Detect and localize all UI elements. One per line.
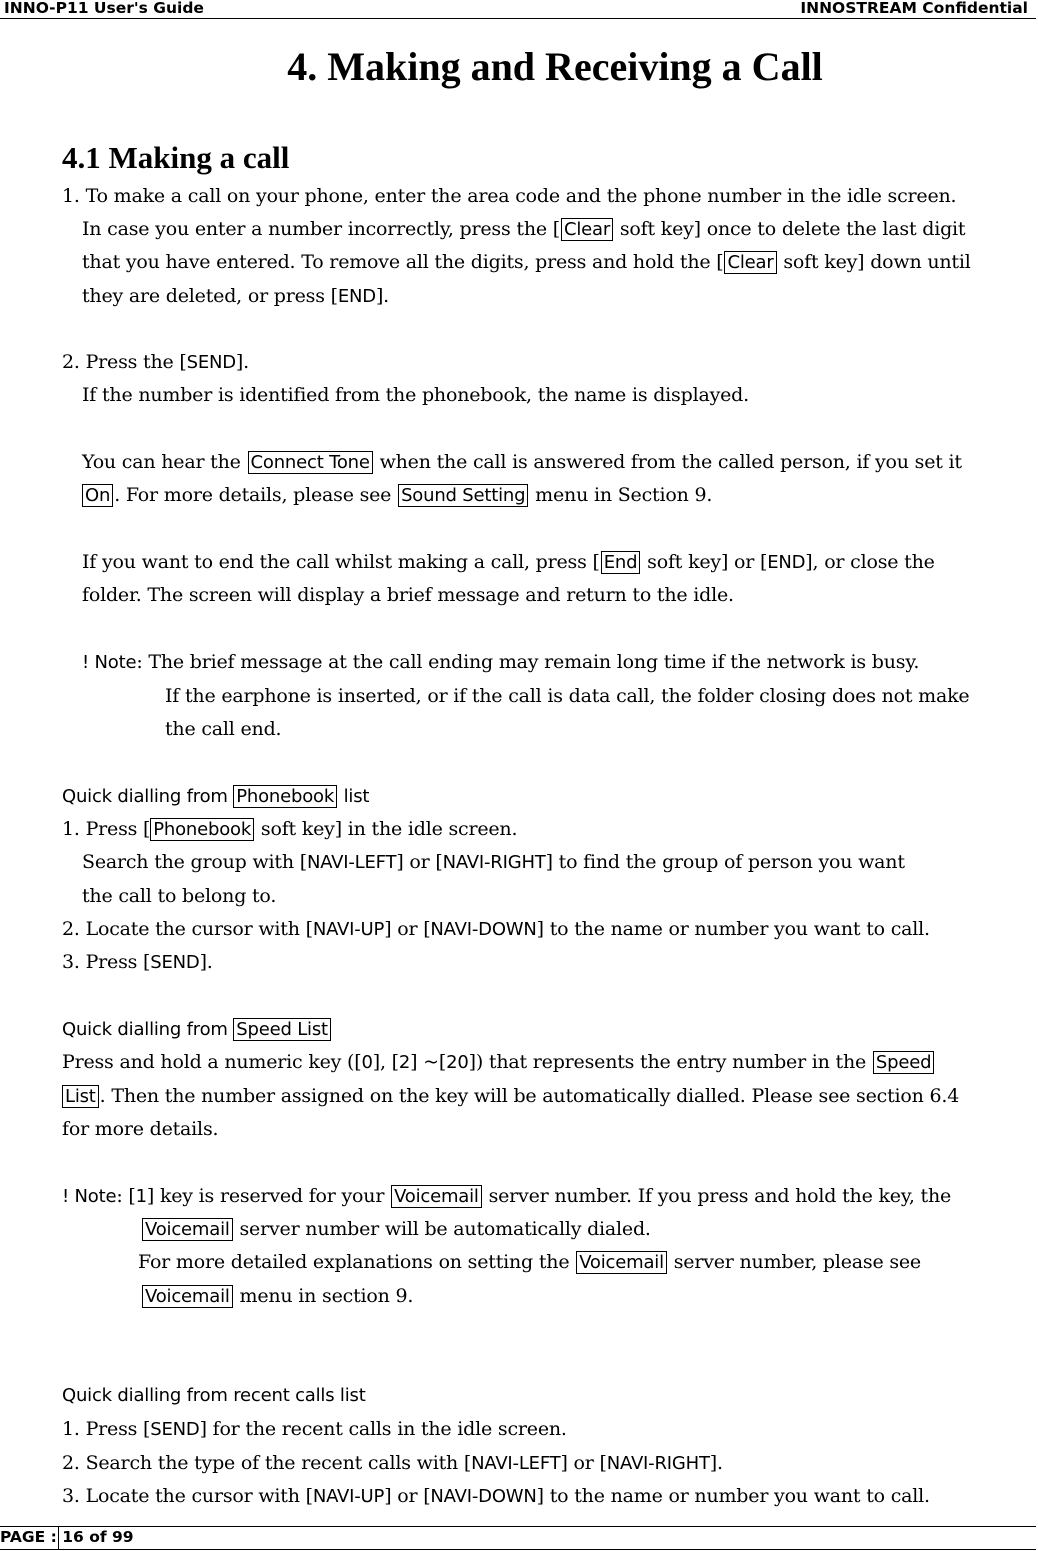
clear-softkey-ref: Clear	[724, 251, 776, 274]
phonebook-step1-line3: the call to belong to.	[82, 885, 277, 907]
step1-line2: In case you enter a number incorrectly, press the [ Clear soft key] once to delete the last digit	[82, 218, 966, 240]
note2-line1: ! Note: [1] key is reserved for your Voicemail server number. If you press and hold the key, the	[62, 1185, 952, 1207]
speed-list-ref: Speed	[873, 1051, 934, 1074]
voicemail-ref: Voicemail	[142, 1218, 233, 1241]
step1-line3: that you have entered. To remove all the digits, press and hold the [ Clear soft key] down until	[82, 251, 971, 273]
footer-divider	[58, 1527, 59, 1549]
phonebook-heading: Quick dialling from Phonebook list	[62, 786, 370, 807]
connect-tone-ref: Connect Tone	[248, 451, 373, 474]
step1-line1: 1. To make a call on your phone, enter the area code and the phone number in the idle screen.	[62, 185, 957, 207]
step2-line1: 2. Press the [SEND].	[62, 351, 249, 373]
speedlist-line2: List . Then the number assigned on the key will be automatically dialled. Please see section 6.4	[62, 1084, 959, 1109]
recent-calls-heading: Quick dialling from recent calls list	[62, 1385, 366, 1406]
speedlist-heading: Quick dialling from Speed List	[62, 1017, 332, 1042]
chapter-title: 4. Making and Receiving a Call	[287, 44, 823, 89]
speedlist-line1: Press and hold a numeric key ([0], [2] ~[20]) that represents the entry number in the Speed	[62, 1050, 935, 1075]
page-number: PAGE : 16 of 99	[0, 1528, 134, 1546]
note1-line3: the call end.	[165, 718, 282, 740]
step2-line3: You can hear the Connect Tone when the call is answered from the called person, if you set it	[82, 451, 962, 473]
step2-line6: folder. The screen will display a brief message and return to the idle.	[82, 584, 734, 606]
note1-line2: If the earphone is inserted, or if the call is data call, the folder closing does not make	[165, 685, 970, 707]
sound-setting-ref: Sound Setting	[398, 484, 528, 507]
clear-softkey-ref: Clear	[561, 218, 613, 241]
note2-line4: Voicemail menu in section 9.	[142, 1284, 413, 1309]
header-confidential: INNOSTREAM Confidential	[800, 0, 1028, 17]
recent-step3: 3. Locate the cursor with [NAVI-UP] or [NAVI-DOWN] to the name or number you want to call.	[62, 1485, 930, 1507]
page-footer	[0, 1526, 1036, 1550]
step2-line5: If you want to end the call whilst making a call, press [ End soft key] or [END], or close the	[82, 551, 935, 573]
speed-list-ref: Speed List	[233, 1018, 331, 1041]
note2-line3: For more detailed explanations on setting the Voicemail server number, please see	[138, 1251, 921, 1273]
phonebook-step1-line2: Search the group with [NAVI-LEFT] or [NAVI-RIGHT] to find the group of person you want	[82, 851, 905, 873]
note1-line1: ! Note: The brief message at the call ending may remain long time if the network is busy.	[82, 651, 920, 673]
phonebook-softkey-ref: Phonebook	[150, 818, 254, 841]
step2-line2: If the number is identified from the phonebook, the name is displayed.	[82, 384, 749, 406]
voicemail-ref: Voicemail	[576, 1251, 667, 1274]
phonebook-step3: 3. Press [SEND].	[62, 951, 213, 973]
speedlist-line3: for more details.	[62, 1118, 219, 1140]
phonebook-step1: 1. Press [ Phonebook soft key] in the idle screen.	[62, 818, 518, 840]
speed-list-ref: List	[62, 1085, 99, 1108]
recent-step1: 1. Press [SEND] for the recent calls in the idle screen.	[62, 1418, 567, 1440]
phonebook-step2: 2. Locate the cursor with [NAVI-UP] or [NAVI-DOWN] to the name or number you want to call.	[62, 918, 930, 940]
note2-line2: Voicemail server number will be automatically dialed.	[142, 1217, 651, 1242]
recent-step2: 2. Search the type of the recent calls with [NAVI-LEFT] or [NAVI-RIGHT].	[62, 1452, 723, 1474]
page-header	[0, 0, 1036, 19]
step1-line4: they are deleted, or press [END].	[82, 285, 390, 307]
end-softkey-ref: End	[601, 551, 641, 574]
voicemail-ref: Voicemail	[391, 1185, 482, 1208]
section-title: 4.1 Making a call	[62, 140, 290, 175]
on-option-ref: On	[82, 484, 113, 507]
step2-line4: On . For more details, please see Sound Setting menu in Section 9.	[82, 483, 712, 508]
header-guide-title: INNO-P11 User's Guide	[4, 0, 204, 17]
voicemail-ref: Voicemail	[142, 1285, 233, 1308]
phonebook-ref: Phonebook	[233, 785, 337, 808]
